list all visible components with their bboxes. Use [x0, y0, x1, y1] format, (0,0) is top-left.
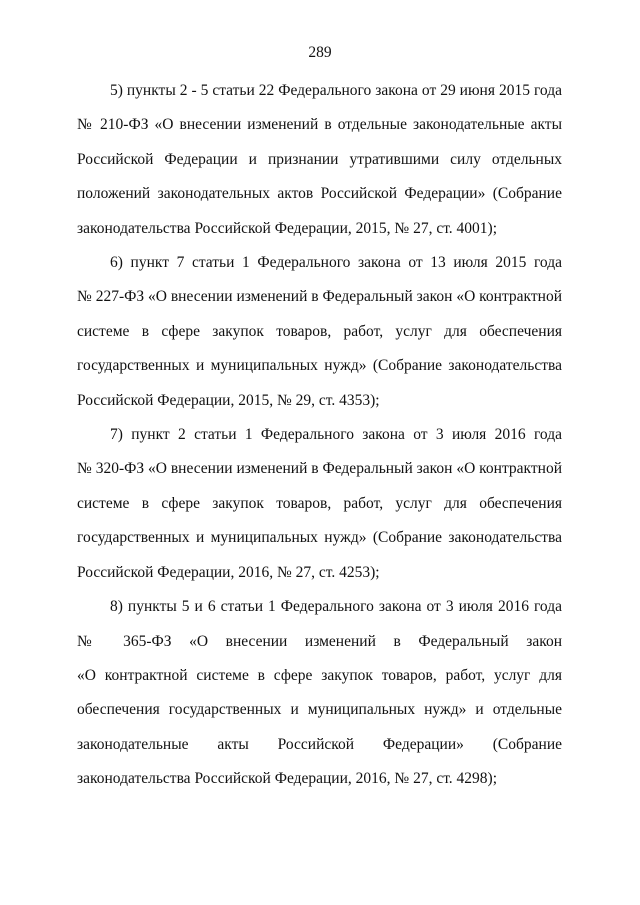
text-line: 8) пункты 5 и 6 статьи 1 Федерального закона от 3 июля 2016 года — [110, 598, 562, 616]
paragraph-item-5 — [77, 74, 562, 246]
page-number: 289 — [308, 44, 332, 61]
text-line: 7) пункт 2 статьи 1 Федерального закона от 3 июля 2016 года — [110, 426, 562, 444]
paragraph-item-7 — [77, 418, 562, 590]
paragraph-item-8 — [77, 590, 562, 796]
text-line: системе в сфере закупок товаров, работ, услуг для обеспечения — [77, 322, 562, 340]
text-line: «О контрактной системе в сфере закупок товаров, работ, услуг для — [77, 666, 562, 684]
text-line: государственных и муниципальных нужд» (Собрание законодательства — [77, 529, 562, 547]
text-line: Российской Федерации, 2016, № 27, ст. 4253); — [77, 563, 380, 581]
text-line: положений законодательных актов Российской Федерации» (Собрание — [77, 185, 562, 203]
text-line: № 365-ФЗ «О внесении изменений в Федеральный закон — [77, 632, 562, 650]
text-line: государственных и муниципальных нужд» (Собрание законодательства — [77, 357, 562, 375]
document-body — [77, 74, 562, 797]
text-line: законодательства Российской Федерации, 2016, № 27, ст. 4298); — [77, 770, 498, 788]
text-line: законодательные акты Российской Федерации» (Собрание — [77, 735, 562, 753]
text-line: законодательства Российской Федерации, 2015, № 27, ст. 4001); — [77, 219, 498, 237]
text-line: № 227-ФЗ «О внесении изменений в Федеральный закон «О контрактной — [77, 288, 562, 306]
text-line: № 210-ФЗ «О внесении изменений в отдельные законодательные акты — [77, 116, 562, 134]
text-line: Российской Федерации, 2015, № 29, ст. 4353); — [77, 391, 380, 409]
text-line: 5) пункты 2 - 5 статьи 22 Федерального закона от 29 июня 2015 года — [110, 82, 562, 99]
text-line: 6) пункт 7 статьи 1 Федерального закона от 13 июля 2015 года — [110, 254, 562, 272]
text-line: № 320-ФЗ «О внесении изменений в Федеральный закон «О контрактной — [77, 460, 562, 478]
paragraph-item-6 — [77, 246, 562, 418]
text-line: системе в сфере закупок товаров, работ, услуг для обеспечения — [77, 494, 562, 512]
text-line: обеспечения государственных и муниципальных нужд» и отдельные — [77, 701, 562, 719]
text-line: Российской Федерации и признании утратившими силу отдельных — [77, 150, 562, 168]
